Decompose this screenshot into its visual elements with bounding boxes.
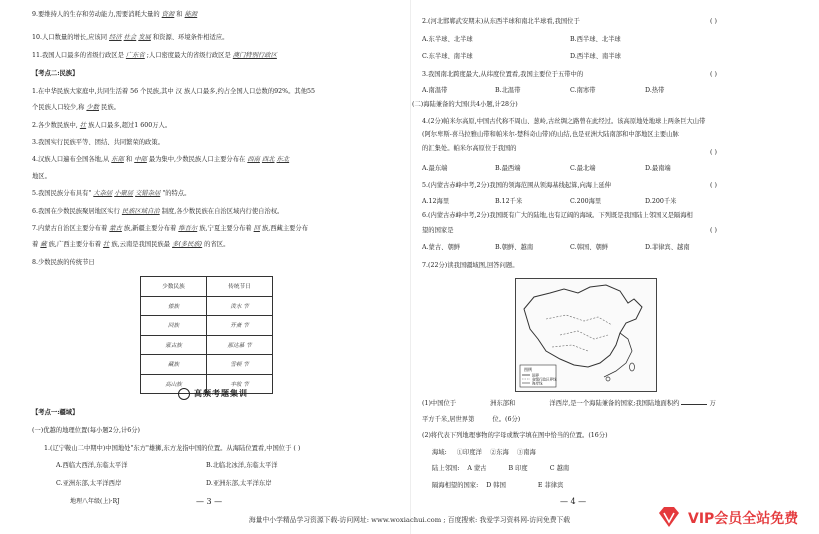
kd1-heading: 【考点一:疆域】: [32, 409, 79, 416]
table-cell: 泼水 节: [207, 296, 273, 316]
q9-answer-1: 资源: [161, 11, 175, 18]
q10-answer-2: 发展: [138, 34, 151, 41]
diamond-logo-icon: [656, 504, 682, 530]
n6-tail: "的特点。: [162, 190, 191, 197]
q4-option-d: D.最南端: [645, 165, 671, 172]
n8-answer-2: 维吾尔: [178, 225, 198, 232]
q6-option-b: B.朝鲜、越南: [495, 244, 534, 251]
q7-row3-label: 隔海相望的国家:: [432, 482, 479, 489]
q11-answer-1: 广东省: [125, 52, 145, 59]
q3-line: 3.我国南北跨度最大,从纬度位置看,我国主要位于五带中的: [422, 71, 584, 78]
table-cell: 雪顿 节: [207, 355, 273, 375]
q10-answer-1: 经济: [109, 34, 122, 41]
n3-line: 3.我国实行民族平等、团结、共同繁荣的政策。: [32, 139, 164, 146]
pen-icon: [178, 388, 190, 400]
right-page: [410, 0, 819, 534]
n1b-line: [32, 103, 120, 112]
legend-item-2: 省级行政区界线: [532, 377, 557, 382]
table-header-cell: 少数民族: [141, 277, 207, 297]
kd2-heading: 【考点二:民族】: [32, 70, 79, 77]
q6-option-a: A.蒙古、朝鲜: [422, 244, 461, 251]
q1-option-c: C.亚洲东部,太平洋西岸: [56, 480, 122, 487]
q4-line-2: (阿尔卑斯-喜马拉雅山带和帕米尔-楚科奇山带)的山结,也是亚洲大陆南部和中部地区主要山脉: [422, 131, 679, 138]
q6-line-2: 望的国家是: [422, 227, 454, 234]
q11-line: [32, 51, 277, 60]
footer-text: 海量中小学精品学习资源下载-访问网址: www.woxiachui.com ; 百度搜索: 我爱学习资料网-访问免费下载: [248, 516, 571, 524]
n8-text: 7.内蒙古自治区主要分布着: [32, 225, 108, 232]
q4-line-1: 4.(2分)帕米尔高原,中国古代称不周山、葱岭,古丝绸之路曾在此经过。该高原地处地球上两条巨大山带: [422, 118, 706, 125]
n5-answer-4: 西北: [261, 156, 275, 163]
n5-answer-3: 西南: [247, 156, 260, 163]
q7-row2-item: A 蒙古: [467, 465, 487, 472]
q6-paren: ( ): [710, 227, 717, 234]
q2-option-a: A.东半球、北半球: [422, 36, 473, 43]
q7-1-text-d: 万: [709, 400, 716, 407]
q5-paren: ( ): [710, 182, 717, 189]
table-header-row: [141, 277, 273, 297]
q6-option-d: D.菲律宾、越南: [645, 244, 690, 251]
q7-row1-item: ①印度洋: [456, 449, 482, 456]
table-header-cell: 传统节日: [207, 277, 273, 297]
n8b-answer-2: 壮: [103, 241, 110, 248]
page-number-left: — 3 —: [196, 497, 223, 506]
n8-mid-3: 族,西藏主要分布: [261, 225, 309, 232]
q11-text: 11.我国人口最多的省级行政区是: [32, 52, 124, 59]
n2-answer: 壮: [79, 122, 87, 129]
q11-mid: ;人口密度最大的省级行政区是: [146, 52, 231, 59]
q5-option-c: C.200海里: [570, 198, 602, 205]
n8b-answer-1: 藏: [40, 241, 47, 248]
q11-answer-2: 澳门特别行政区: [232, 52, 277, 59]
n2-line: [32, 121, 171, 130]
n2-tail: 族人口最多,超过1 600万人。: [88, 122, 172, 129]
n6-answer-3: 交错杂居: [135, 190, 161, 197]
q7-row1-item: ②东海: [489, 449, 509, 456]
table-row: [141, 316, 273, 336]
table-cell: 蒙古族: [141, 335, 207, 355]
n5b-line: 地区。: [32, 173, 51, 180]
q7-row2: [432, 464, 569, 473]
table-cell: 藏族: [141, 355, 207, 375]
n5-answer-5: 东北: [276, 156, 290, 163]
q7-2-line: (2)将代表下列地理事物的字母或数字填在图中恰当的位置。(16分): [422, 432, 608, 439]
n9-line: 8.少数民族的传统节日: [32, 259, 95, 266]
q10-text: 10.人口数量的增长,应该同: [32, 34, 107, 41]
n5-answer-2: 中部: [134, 156, 147, 163]
q3-option-a: A.南温带: [422, 87, 448, 94]
map-legend-title: 图例: [524, 367, 532, 372]
n8-mid-1: 族,新疆主要分布着: [123, 225, 177, 232]
table-row: [141, 296, 273, 316]
n5-answer-1: 东部: [111, 156, 124, 163]
q7-row1: [432, 448, 536, 457]
table-row: [141, 355, 273, 375]
q2-paren: ( ): [710, 18, 717, 25]
q3-paren: ( ): [710, 71, 717, 78]
q5-option-a: A.12海里: [422, 198, 450, 205]
q9-mid: 和: [176, 11, 183, 18]
table-cell: 开斋 节: [207, 316, 273, 336]
n7-tail: 制度,各少数民族在自治区域内行使自治权。: [161, 208, 284, 215]
n8b-answer-3: 多(多民族): [172, 241, 203, 248]
q7-row3-item: D 韩国: [486, 482, 506, 489]
q3-option-b: B.北温带: [495, 87, 521, 94]
n6-line: [32, 189, 190, 198]
q4-line-3: 的汇集处。帕米尔高原位于我国的: [422, 145, 517, 152]
n6-answer-2: 小聚居: [114, 190, 134, 197]
legend-item-1: 国界: [532, 373, 539, 378]
q1-line: 1.(辽宁鞍山二中期中)中国地处"东方"雄狮,东方龙指中国的位置。从海陆位置看,中国位于 ( ): [44, 445, 301, 452]
vip-label: VIP会员全站免费: [688, 511, 799, 527]
legend-item-3: 海岸线: [532, 381, 543, 386]
n8-answer-3: 回: [253, 225, 260, 232]
q5-line: 5.(内蒙古赤峰中考,2分)我国的领海范围从领海基线起算,向海上延伸: [422, 182, 611, 189]
n8b-text: 着: [32, 241, 39, 248]
q9-line: [32, 10, 197, 19]
n8b-tail: 的省区。: [204, 241, 230, 248]
table-cell: 傣族: [141, 296, 207, 316]
page-number-right: — 4 —: [560, 497, 587, 506]
n7-line: [32, 207, 283, 216]
q2-option-b: B.西半球、北半球: [570, 36, 621, 43]
festival-table: [140, 276, 273, 394]
q7-1-text-c: 洋西岸,是一个海陆兼备的国家;我国陆地面积约: [549, 400, 680, 407]
q10-tail: 和资源、环境条件相适应。: [152, 34, 229, 41]
n7-answer: 民族区域自治: [121, 208, 160, 215]
n7-text: 6.我国在少数民族聚居地区实行: [32, 208, 120, 215]
q1-option-a: A.西临大西洋,东临太平洋: [56, 462, 128, 469]
binding-label: 地理八年级(上)·RJ: [70, 498, 120, 505]
q7-row1-label: 海域:: [432, 449, 447, 456]
table-cell: 高山族: [141, 374, 207, 394]
n8-line: [32, 224, 308, 233]
q7-row3-item: E 菲律宾: [537, 482, 564, 489]
n5-line: [32, 155, 289, 164]
q4-option-a: A.最东端: [422, 165, 448, 172]
q5-option-d: D.200千米: [645, 198, 677, 205]
hainan-island: [606, 377, 610, 381]
q7-row3: [432, 481, 563, 490]
q7-1-line-2: [422, 415, 520, 424]
table-cell: 回族: [141, 316, 207, 336]
n8b-mid-1: 族,广西主要分布着: [48, 241, 102, 248]
q9-text: 9.要维持人的生存和劳动能力,需要消耗大量的: [32, 11, 160, 18]
n1b-text: 个民族人口较少,称: [32, 104, 85, 111]
q7-1-blank: [681, 404, 707, 405]
province-lines: [546, 315, 612, 351]
part2-heading: (二)海陆兼备的大国(共4小题,计28分): [412, 101, 518, 108]
q10-answer-mid: 社会: [123, 34, 137, 41]
q7-row2-item: C 越南: [549, 465, 570, 472]
q3-option-c: C.南寒带: [570, 87, 596, 94]
q2-option-c: C.东半球、南半球: [422, 53, 473, 60]
n8-mid-2: 族,宁夏主要分布着: [199, 225, 252, 232]
vip-banner[interactable]: [652, 500, 819, 534]
q9-answer-2: 能源: [184, 11, 198, 18]
china-territory-map: [515, 278, 657, 392]
china-border: [524, 285, 642, 367]
taiwan-island: [630, 363, 635, 371]
q3-option-d: D.热带: [645, 87, 665, 94]
q1-option-d: D.亚洲东部,太平洋东岸: [206, 480, 272, 487]
q7-row2-label: 陆上邻国:: [432, 465, 460, 472]
n1b-answer: 少数: [86, 104, 99, 111]
table-cell: 丰收 节: [207, 374, 273, 394]
q6-line-1: 6.(内蒙古赤峰中考,2分)我国既有广大的陆地,也有辽阔的海域。下列既是我国陆上邻国又是隔海相: [422, 212, 693, 219]
part1-heading: (一)优越的地理位置(每小题2分,计6分): [32, 427, 140, 434]
q7-line: 7.(22分)读我国疆域图,回答问题。: [422, 262, 519, 269]
n5-text: 4.汉族人口遍布全国各地,从: [32, 156, 110, 163]
q4-paren: ( ): [710, 149, 717, 156]
q2-line: 2.(河北邯郸武安期末)从东西半球和南北半球看,我国位于: [422, 18, 580, 25]
n1-line: 1.在中华民族大家庭中,共同生活着 56 个民族,其中 汉 族人口最多,约占全国人口总数的92%。其他55: [32, 88, 316, 95]
n8b-line: [32, 240, 229, 249]
n5-mid-2: 最为集中,少数民族人口主要分布在: [148, 156, 246, 163]
n5-mid-1: 和: [125, 156, 133, 163]
n2-text: 2.各少数民族中,: [32, 122, 78, 129]
section-heading: [178, 388, 248, 400]
q4-option-c: C.最北端: [570, 165, 596, 172]
q10-line: [32, 33, 228, 42]
q7-1-text-f: 位。(6分): [492, 416, 521, 423]
section-title: 高频考题集训: [194, 388, 248, 398]
table-cell: 那达慕 节: [207, 335, 273, 355]
q7-row2-item: B 印度: [508, 465, 528, 472]
q7-row1-item: ③南海: [516, 449, 536, 456]
q7-1-line-1: [422, 399, 716, 408]
n1b-tail: 民族。: [101, 104, 120, 111]
q1-option-b: B.北临北冰洋,东临太平洋: [206, 462, 278, 469]
n6-answer-1: 大杂居: [93, 190, 113, 197]
table-row: [141, 335, 273, 355]
q2-option-d: D.西半球、南半球: [570, 53, 621, 60]
q7-1-text-a: (1)中国位于: [422, 400, 457, 407]
n8b-mid-2: 族,云南是我国民族最: [111, 241, 171, 248]
n6-text: 5.我国民族分布具有": [32, 190, 92, 197]
q5-option-b: B.12千米: [495, 198, 523, 205]
q4-option-b: B.最西端: [495, 165, 521, 172]
n8-answer-1: 蒙古: [109, 225, 122, 232]
q6-option-c: C.韩国、朝鲜: [570, 244, 609, 251]
q7-1-text-b: 洲东部和: [490, 400, 516, 407]
china-map-figure: [516, 279, 656, 391]
q7-1-text-e: 平方千米,居世界第: [422, 416, 475, 423]
